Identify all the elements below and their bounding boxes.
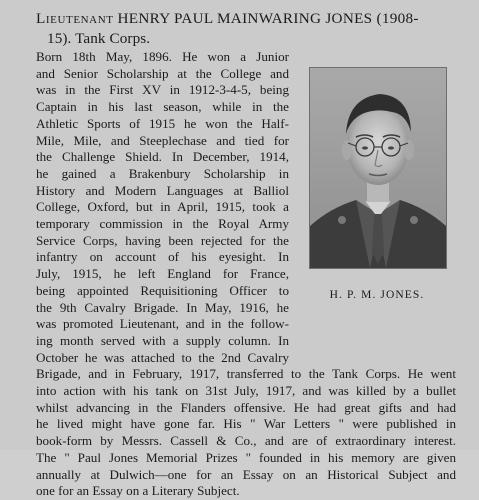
text-line: was in the First XV in 1912-3-4-5, being	[36, 82, 289, 98]
text-line: Captain in his last season, while in the	[36, 99, 289, 115]
text-line: being appointed Requisitioning Officer to	[36, 282, 289, 298]
text-line: one for an Essay on a Literary Subject.	[36, 483, 240, 499]
text-line: College, Oxford, but in April, 1915, took a	[36, 199, 289, 215]
text-line: temporary commission in the Royal Army	[36, 216, 289, 232]
text-line: History and Modern Languages at Balliol	[36, 182, 289, 198]
photo-caption: H. P. M. JONES.	[329, 289, 425, 301]
text-line: Brigade, and in February, 1917, transferred to the Tank Corps. He went	[36, 366, 456, 382]
text-line: book-form by Messrs. Cassell & Co., and are of extraordinary interest.	[36, 433, 456, 449]
subject-name-line2: 15). Tank Corps.	[47, 30, 151, 47]
subject-name-line1: HENRY PAUL MAINWARING JONES (1908-	[117, 10, 419, 27]
text-line: the Challenge Shield. In December, 1914,	[36, 149, 289, 165]
text-line: The " Paul Jones Memorial Prizes " founded in his memory are given	[36, 449, 456, 465]
text-line: Mile, Mile, and Steeplechase and tied for	[36, 132, 289, 148]
text-line: he lived might have gone far. His " War Letters " were published in	[36, 416, 456, 432]
text-line: the 9th Cavalry Brigade. In May, 1916, he	[36, 299, 289, 315]
entry-heading	[36, 9, 476, 49]
text-line: October he was attached to the 2nd Cavalry	[36, 349, 289, 365]
text-line: whilst advancing in the Flanders offensive. He had great gifts and had	[36, 399, 456, 415]
text-line: ing month served with a supply column. In	[36, 332, 289, 348]
text-line: Service Corps, having been rejected for the	[36, 232, 289, 248]
text-line: infantry on account of his eyesight. In	[36, 249, 289, 265]
rank-title: Lieutenant	[36, 10, 114, 27]
text-line: Athletic Sports of 1915 he won the Half-	[36, 115, 289, 131]
text-line: he gained a Brakenbury Scholarship in	[36, 165, 289, 181]
text-line: was promoted Lieutenant, and in the follow-	[36, 316, 289, 332]
text-line: annually at Dulwich—one for an Essay on an Historical Subject and	[36, 466, 456, 482]
text-line: into action with his tank on 31st July, 1917, and was killed by a bullet	[36, 383, 456, 399]
text-line: July, 1915, he left England for France,	[36, 266, 289, 282]
text-line: and Senior Scholarship at the College and	[36, 65, 289, 81]
text-line: Born 18th May, 1896. He won a Junior	[36, 49, 289, 64]
biography-text	[36, 49, 456, 500]
